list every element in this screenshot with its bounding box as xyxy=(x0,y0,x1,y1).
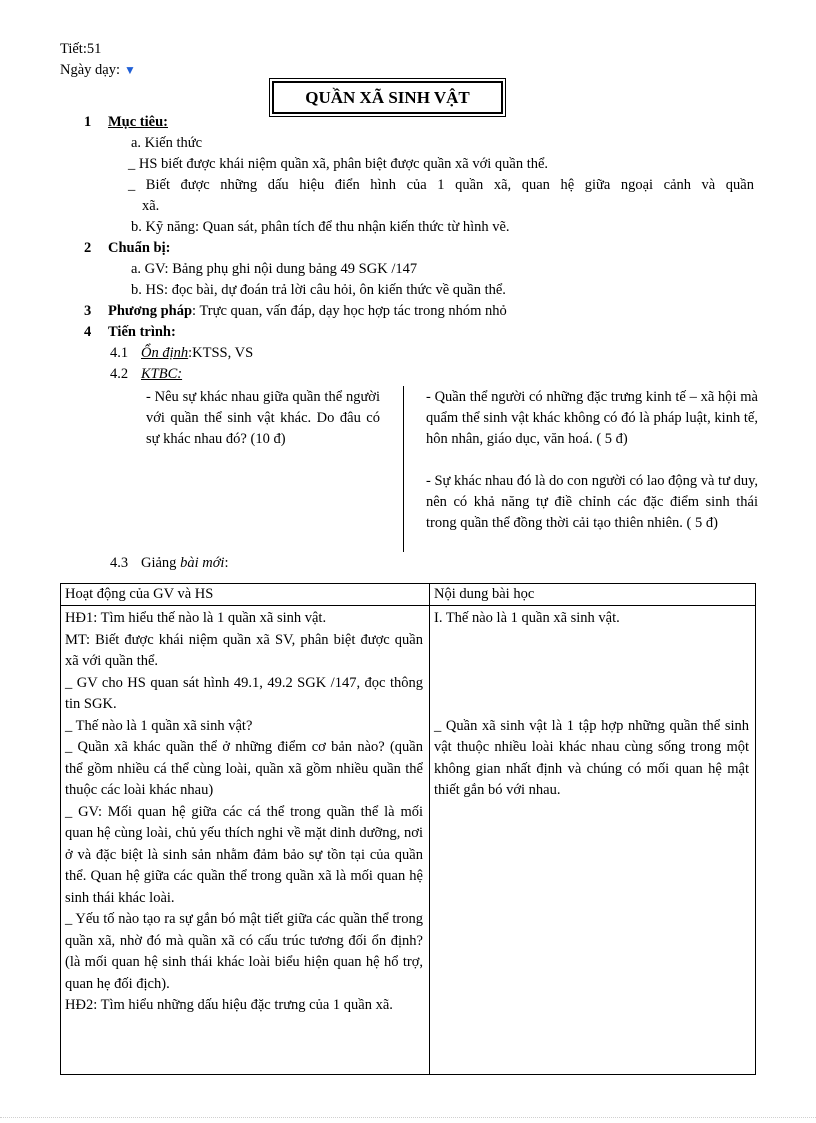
date-line xyxy=(60,62,136,79)
section-4-2-number: 4.2 xyxy=(110,366,129,382)
ktbc-divider xyxy=(403,386,404,552)
page-bottom-rule xyxy=(0,1117,816,1118)
dropdown-triangle-icon[interactable]: ▼ xyxy=(124,63,136,77)
section-1a: a. Kiến thức xyxy=(131,135,203,151)
section-4-3-label: Giảng xyxy=(141,555,181,571)
section-2b: b. HS: đọc bài, dự đoán trả lời câu hỏi, ôn kiến thức về quần thể. xyxy=(131,282,506,298)
activity-item: MT: Biết được khái niệm quần xã SV, phân biệt được quần xã với quần thể. xyxy=(65,631,423,669)
page-title: QUẦN XÃ SINH VẬT xyxy=(272,81,503,114)
activity-item: _ GV cho HS quan sát hình 49.1, 49.2 SGK /147, đọc thông tin SGK. xyxy=(65,674,423,712)
table-header-content: Nội dung bài học xyxy=(430,584,756,606)
section-4-3-label-italic: bài mới xyxy=(180,555,225,571)
section-4-2-label: KTBC: xyxy=(141,366,183,382)
section-4-3-line xyxy=(141,555,229,572)
date-label: Ngày dạy: xyxy=(60,62,120,78)
section-4-1-label: Ổn định xyxy=(141,345,189,361)
activity-item: _ Quần xã khác quần thể ở những điểm cơ bản nào? (quần thể gồm nhiều cá thể cùng loài, quần xã gồm nhiều quần thể thuộc các loài khác nhau) xyxy=(65,739,423,798)
content-cell xyxy=(430,606,756,1075)
activity-item: HĐ1: Tìm hiểu thế nào là 1 quần xã sinh vật. xyxy=(65,610,327,626)
section-4-heading: Tiến trình: xyxy=(108,324,176,340)
section-2-number: 2 xyxy=(84,240,92,256)
activity-item: _ Thế nào là 1 quần xã sinh vật? xyxy=(65,717,253,734)
section-4-1-line xyxy=(141,345,253,362)
lesson-number: Tiết:51 xyxy=(60,41,102,57)
content-heading: I. Thế nào là 1 quần xã sinh vật. xyxy=(434,610,620,626)
lesson-table xyxy=(60,583,756,1075)
section-4-1-number: 4.1 xyxy=(110,345,129,361)
activity-cell xyxy=(61,606,430,1075)
section-4-3-number: 4.3 xyxy=(110,555,129,571)
section-4-3-colon: : xyxy=(224,555,229,571)
ktbc-answer-1: - Quần thể người có những đặc trưng kinh tế – xã hội mà quẩm thể sinh vật khác không có đó là pháp luật, kinh tế, hôn nhân, giáo dục, văn hoá. ( 5 đ) xyxy=(426,389,758,447)
section-2a: a. GV: Bảng phụ ghi nội dung bảng 49 SGK /147 xyxy=(131,261,418,277)
section-1a-item-2-cont: xã. xyxy=(142,198,160,214)
table-row xyxy=(61,606,756,1075)
section-4-number: 4 xyxy=(84,324,92,340)
section-4-1-text: :KTSS, VS xyxy=(188,345,254,361)
section-3-line xyxy=(108,303,507,320)
section-1-heading: Mục tiêu: xyxy=(108,114,168,130)
section-1a-item-1: _ HS biết được khái niệm quần xã, phân biệt được quần xã với quần thể. xyxy=(128,156,549,172)
ktbc-question: - Nêu sự khác nhau giữa quần thể người với quần thể sinh vật khác. Do đâu có sự khác nhau đó? (10 đ) xyxy=(146,389,380,447)
section-2-heading: Chuẩn bị: xyxy=(108,240,171,256)
activity-item: HĐ2: Tìm hiểu những dấu hiệu đặc trưng của 1 quần xã. xyxy=(65,997,393,1013)
activity-item: _ Yếu tố nào tạo ra sự gắn bó mật tiết giữa các quần thể trong quần xã, nhờ đó mà quần xã có cấu trúc tương đối ổn định? (là mối quan hệ sinh thái khác loài biểu hiện quan hệ hổ trợ, quan hẹ đối địch). xyxy=(65,911,423,992)
activity-item: _ GV: Mối quan hệ giữa các cá thể trong quần thể là mối quan hệ cùng loài, chủ yếu thích nghi về mặt dinh dưỡng, nơi ở và đặc biệt là sinh sản nhằm đảm bảo sự tồn tại của quần thể. Quan hệ giữa các quần thể trong quần xã là mối quan hệ sinh thái khác loài. xyxy=(65,803,423,906)
section-1b: b. Kỹ năng: Quan sát, phân tích để thu nhận kiến thức từ hình vẽ. xyxy=(131,219,510,235)
table-header-row xyxy=(61,584,756,606)
table-header-activity: Hoạt động của GV và HS xyxy=(61,584,430,606)
content-definition: _ Quần xã sinh vật là 1 tập hợp những quần thể sinh vật thuộc nhiều loài khác nhau cùng sống trong một không gian nhất định và chúng có mối quan hệ mật thiết gắn bó với nhau. xyxy=(434,717,749,798)
section-3-text: : Trực quan, vấn đáp, dạy học hợp tác trong nhóm nhỏ xyxy=(192,303,507,319)
section-1-number: 1 xyxy=(84,114,92,130)
section-1a-item-2: _ Biết được những dấu hiệu điển hình của 1 quần xã, quan hệ giữa ngoại cảnh và quần xyxy=(128,177,754,193)
ktbc-answer-2: - Sự khác nhau đó là do con người có lao động và tư duy, nên có khả năng tự điề chỉnh các đặc điểm sinh thái trong quần thể đồng thời cải tạo thiên nhiên. ( 5 đ) xyxy=(426,473,758,531)
section-3-heading: Phương pháp xyxy=(108,303,193,319)
section-3-number: 3 xyxy=(84,303,92,319)
